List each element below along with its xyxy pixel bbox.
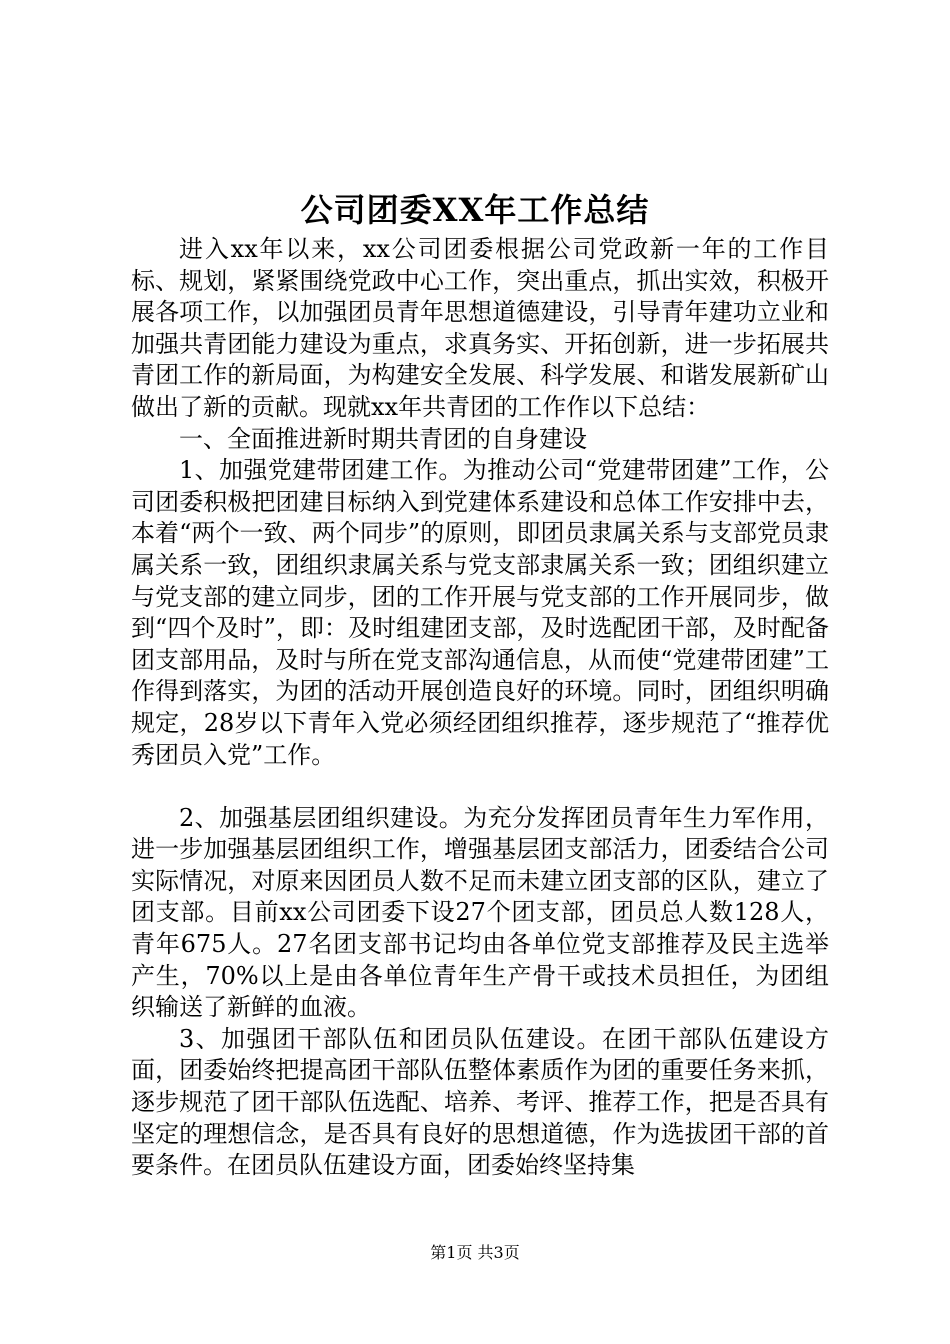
document-body [131,234,829,1182]
paragraph-item-2: 2、加强基层团组织建设。为充分发挥团员青年生力军作用，进一步加强基层团组织工作，增强基层团支部活力，团委结合公司实际情况，对原来因团员人数不足而未建立团支部的区队，建立了团支部。目前xx公司团委下设27个团支部，团员总人数128人，青年675人。27名团支部书记均由各单位党支部推荐及民主选举产生，70%以上是由各单位青年生产骨干或技术员担任，为团组织输送了新鲜的血液。 [131,803,829,1022]
paragraph-item-3: 3、加强团干部队伍和团员队伍建设。在团干部队伍建设方面，团委始终把提高团干部队伍整体素质作为团的重要任务来抓，逐步规范了团干部队伍选配、培养、考评、推荐工作，把是否具有坚定的理想信念，是否具有良好的思想道德，作为选拔团干部的首要条件。在团员队伍建设方面，团委始终坚持集 [131,1024,829,1180]
paragraph-item-1: 1、加强党建带团建工作。为推动公司“党建带团建”工作，公司团委积极把团建目标纳入到党建体系建设和总体工作安排中去，本着“两个一致、两个同步”的原则，即团员隶属关系与支部党员隶属关系一致，团组织隶属关系与党支部隶属关系一致；团组织建立与党支部的建立同步，团的工作开展与党支部的工作开展同步，做到“四个及时”，即：及时组建团支部，及时选配团干部，及时配备团支部用品，及时与所在党支部沟通信息，从而使“党建带团建”工作得到落实，为团的活动开展创造良好的环境。同时，团组织明确规定，28岁以下青年入党必须经团组织推荐，逐步规范了“推荐优秀团员入党”工作。 [131,456,829,769]
section-heading: 一、全面推进新时期共青团的自身建设 [179,424,587,453]
paragraph-intro: 进入xx年以来，xx公司团委根据公司党政新一年的工作目标、规划，紧紧围绕党政中心工作，突出重点，抓出实效，积极开展各项工作，以加强团员青年思想道德建设，引导青年建功立业和加强共青团能力建设为重点，求真务实、开拓创新，进一步拓展共青团工作的新局面，为构建安全发展、科学发展、和谐发展新矿山做出了新的贡献。现就xx年共青团的工作作以下总结： [131,235,829,421]
page-footer: 第1页 共3页 [430,1243,520,1262]
document-title: 公司团委XX年工作总结 [300,191,650,229]
